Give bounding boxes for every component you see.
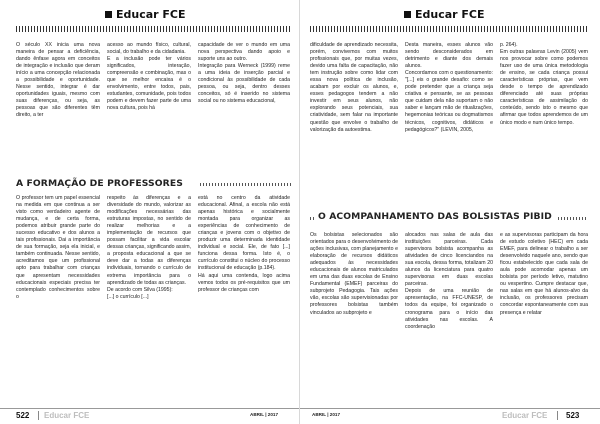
header-rule [16,26,292,32]
right-footer [300,408,600,424]
page-number: 523 [566,411,580,420]
paragraph: está no centro da atividade educacional. Afinal, a escola não está apenas histórica e socialmente montada para organizar as experiências de conhecimento de crianças e jovens com o objetivo de produzir uma determinada identidade individual e social. Ele, de fato [...] funciona dessa forma. Isto é, o currículo constitui o núcleo do processo institucional de educação (p.184). Há aqui uma contenda, logo acima vemos todos os pré-requisitos que um professor de crianças com [198,195,290,293]
paragraph: O século XX inicia uma nova maneira de pensar a deficiência, dando ênfase agora em conceitos de integração e inclusão que deram início a uma concepção relacionada a possibilidade e oportunidade. Nesse sentido, integrar é dar oportunidades iguais, mesmo com suas diferenças, ou seja, as pessoas que são diferentes têm direito, a ter [16,42,100,119]
left-col3-top [198,42,290,166]
left-col2-top [107,42,191,166]
paragraph: Os bolsistas selecionados são orientados para o desenvolvimento de ações inclusivas, com planejamento e elaboração de recursos didáticos adequados às necessidades educacionais de alunos matriculados em uma das duas escolas de Ensino Fundamental (EMEF) parceiras do subprojeto Pedagogia. Tais ações vão, escolas são supervisionadas por professores bolsistas também vinculados ao subprojeto e [310,232,398,316]
footer-divider [557,411,558,420]
left-col1-bottom [16,195,100,399]
footer-divider [38,411,39,420]
right-col3-bottom [500,232,588,400]
section-heading: A FORMAÇÃO DE PROFESSORES [16,178,183,189]
footer-magazine: Educar FCE [44,411,90,420]
footer-rule [300,408,600,409]
footer-date: ABRIL | 2017 [250,412,279,417]
heading-rule-right [558,217,588,220]
section-heading: O ACOMPANHAMENTO DAS BOLSISTAS PIBID [318,211,552,222]
right-col1-top [310,42,398,182]
left-page-header [105,8,186,21]
page-number: 522 [16,411,30,420]
heading-rule-left [310,217,316,220]
right-col2-top [405,42,493,182]
header-rule [310,26,588,32]
magazine-title: Educar FCE [415,8,485,21]
footer-rule [0,408,300,409]
magazine-title: Educar FCE [116,8,186,21]
paragraph: alocados nas salas de aula das instituições parceiras. Cada supervisora bolsista acompanha as atividades de cinco licenciandos na sua escola, dessa forma, totalizam 20 alunos da licenciatura para quatro supervisoras em duas escolas parceiras. Depois de uma reunião de apresentação, na FFC-UNESP, de todos da equipe, foi organizado o cronograma para o início das atividades nas escolas. A coordenação [405,232,493,330]
paragraph: e as supervisoras participam da hora de estudo coletivo (HEC) em cada EMEF, para delinear o trabalho a ser desenvolvido naquele ano, sendo que ficou estabelecido que cada sala de aula pode acomodar apenas um bolsista por período letivo, matutino ou vespertino. Cumpre destacar que, nas salas em que há alunos-alvo da inclusão, os professores precisam concordar espontaneamente com sua presença e relatar [500,232,588,316]
left-col2-bottom [107,195,191,399]
right-col3-top [500,42,588,182]
right-page-header [404,8,485,21]
footer-magazine: Educar FCE [502,411,548,420]
footer-date: ABRIL | 2017 [312,412,341,417]
header-square-icon [105,11,112,18]
header-square-icon [404,11,411,18]
paragraph: dificuldade de aprendizado necessita, porém, convivemos com muitos profissionais que, por muitas vezes, devido uma falta de capacitação, não tem instrução sobre como lidar com essa nova política de inclusão, acabam por excluir os alunos, e, esses pedagogos tendem a não investir em seus alunos, não explorando seus potenciais, sua criatividade, sem falar na importante questão que envolve o trabalho de valorização da autoestima. [310,42,398,133]
left-footer [0,408,300,424]
paragraph: capacidade de ver o mundo em uma nova perspectiva dando apoio e suporte uns ao outro. Integração para Werneck (1999) reme a uma ideia de inserção parcial e condicional às possibilidade de cada pessoa, ou seja, dentro desses conceitos, só é inserido no sistema social ou no sistema educacional, [198,42,290,105]
right-col1-bottom [310,232,398,400]
heading-rule [200,183,292,186]
paragraph: acesso ao mundo físico, cultural, social, do trabalho e da cidadania. E a inclusão pode ter vários significados, interação, compreensão e combinação, mas o que se melhor encaixa é o envolvimento, entre todos, pais, estudantes, comunidade, pois todos podem e devem fazer parte de uma nova cultura, pois há [107,42,191,112]
left-col3-bottom [198,195,290,399]
paragraph: p. 264). Em outras palavras Levin (2005) vem nos provocar sobre como podemos fazer uso de uma única metodologia de ensino, se cada criança possui características próprias, que vem desde o tempo de aprendizado diferenciado até suas próprias características de assimilação do conteúdo, sendo isto o mesmo que afirmar que todos aprendemos de um único modo e num único tempo. [500,42,588,126]
paragraph: respeito às diferenças e a diversidade do mundo, valorizar as modificações necessárias das estruturas impostas, no sentido de realizar melhorias e a implementação de recursos que possam facilitar a vida escolar dessas crianças, significando assim, a proposta educacional a que se deve dar a todas as diferenças individuais, tornando o currículo de extrema importância para o aprendizado de todas as crianças. De acordo com Silva (1995): [...] o currículo [...] [107,195,191,300]
paragraph: O professor tem um papel essencial na medida em que continua a ser visto como verdadeiro agente de mudança, e de certa forma, podemos atribuir grande parte do sucesso educativo e dos alunos a tais profissionais. Dai a importância de sua formação, seja ela inicial, e também continuada. Nesse sentido, acreditamos que um profissional apto para trabalhar com crianças que apresentam necessidades educacionais especiais precisa ter contemplado conhecimentos sobre o [16,195,100,300]
left-col1-top [16,42,100,166]
right-page [300,0,600,424]
paragraph: Desta maneira, esses alunos vão sendo desconsiderados em detrimento e diante dos demais alunos. Concordamos com o questionamento: "[...] eis o grande desafio: como se pode pretender que a criança seja criativa e pensante, se as pessoas que cuidam dela não suportam o não saber e lançam mão de ritualizações, hegemonias teóricas ou dogmatismos técnicos, cognitivos, didáticos e pedagógicos?" (LEVIN, 2005, [405,42,493,133]
right-col2-bottom [405,232,493,400]
